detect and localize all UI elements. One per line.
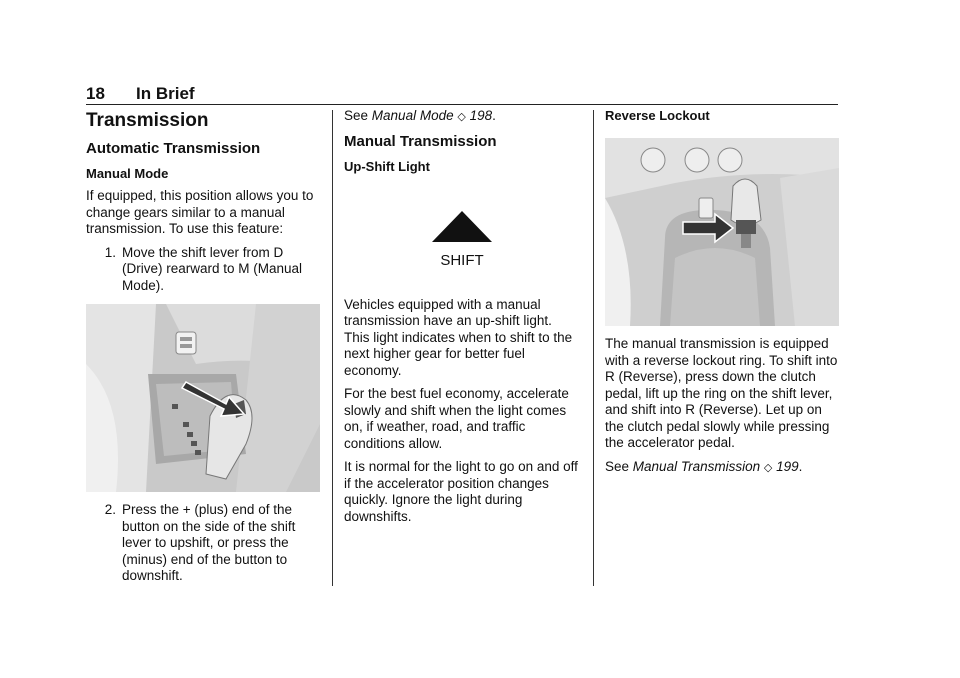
see-page: 198 bbox=[469, 108, 493, 123]
step-number: 1. bbox=[104, 244, 116, 260]
paragraph: Vehicles equipped with a manual transmission have an up-shift light. This light indicates when to shift to the next higher gear for better fuel economy. bbox=[344, 296, 573, 378]
paragraph: For the best fuel economy, accelerate slowly and shift when the light comes on, if weather, road, and traffic conditions allow. bbox=[344, 386, 569, 451]
automatic-shifter-illustration bbox=[86, 304, 320, 492]
upshift-light-figure bbox=[344, 205, 580, 283]
section-title: In Brief bbox=[136, 84, 195, 103]
step-text: Press the + (plus) end of the button on the side of the shift lever to upshift, or press the (minus) end of the button to downshift. bbox=[122, 502, 296, 583]
topic-heading: Manual Mode bbox=[86, 166, 169, 181]
see-prefix: See bbox=[605, 458, 630, 474]
column-middle bbox=[344, 108, 580, 532]
column-left bbox=[86, 108, 320, 595]
step-number: 2. bbox=[104, 502, 116, 517]
see-reference: Manual Transmission bbox=[632, 458, 761, 474]
paragraph: The manual transmission is equipped with a reverse lockout ring. To shift into R (Reverse), press down the clutch pedal, lift up the ring on the shift lever, and shift into R (Reverse). Let up on the clutch pedal slowly while pressing the accelerator pedal. bbox=[605, 336, 838, 450]
see-prefix: See bbox=[344, 108, 369, 123]
column-divider bbox=[593, 110, 594, 586]
page-header bbox=[86, 84, 838, 105]
shift-label: SHIFT bbox=[440, 251, 484, 269]
topic-heading: Up-Shift Light bbox=[344, 158, 430, 174]
see-reference: Manual Mode bbox=[371, 108, 454, 123]
cross-reference: See Manual Transmission ◇ 199. bbox=[605, 458, 803, 474]
subsection-heading: Manual Transmission bbox=[344, 132, 497, 150]
step-text: Move the shift lever from D (Drive) rearward to M (Manual Mode). bbox=[122, 244, 303, 293]
intro-paragraph: If equipped, this position allows you to change gears similar to a manual transmission. To use this feature: bbox=[86, 188, 314, 236]
subsection-heading: Automatic Transmission bbox=[86, 140, 261, 157]
manual-shifter-illustration bbox=[605, 138, 839, 326]
column-right bbox=[605, 108, 839, 483]
cross-reference: See Manual Mode ◇ 198. bbox=[344, 108, 496, 123]
upshift-arrow-icon bbox=[344, 205, 580, 283]
see-page: 199 bbox=[776, 458, 799, 474]
column-divider bbox=[332, 110, 333, 586]
list-item bbox=[86, 245, 320, 295]
page-number: 18 bbox=[86, 84, 105, 103]
section-heading: Transmission bbox=[86, 110, 209, 131]
page-reference-icon: ◇ bbox=[457, 111, 466, 123]
list-item bbox=[86, 502, 320, 585]
paragraph: It is normal for the light to go on and off if the accelerator position changes quickly. Ignore the light during downshifts. bbox=[344, 459, 578, 524]
topic-heading: Reverse Lockout bbox=[605, 108, 710, 123]
page-reference-icon: ◇ bbox=[763, 461, 773, 474]
